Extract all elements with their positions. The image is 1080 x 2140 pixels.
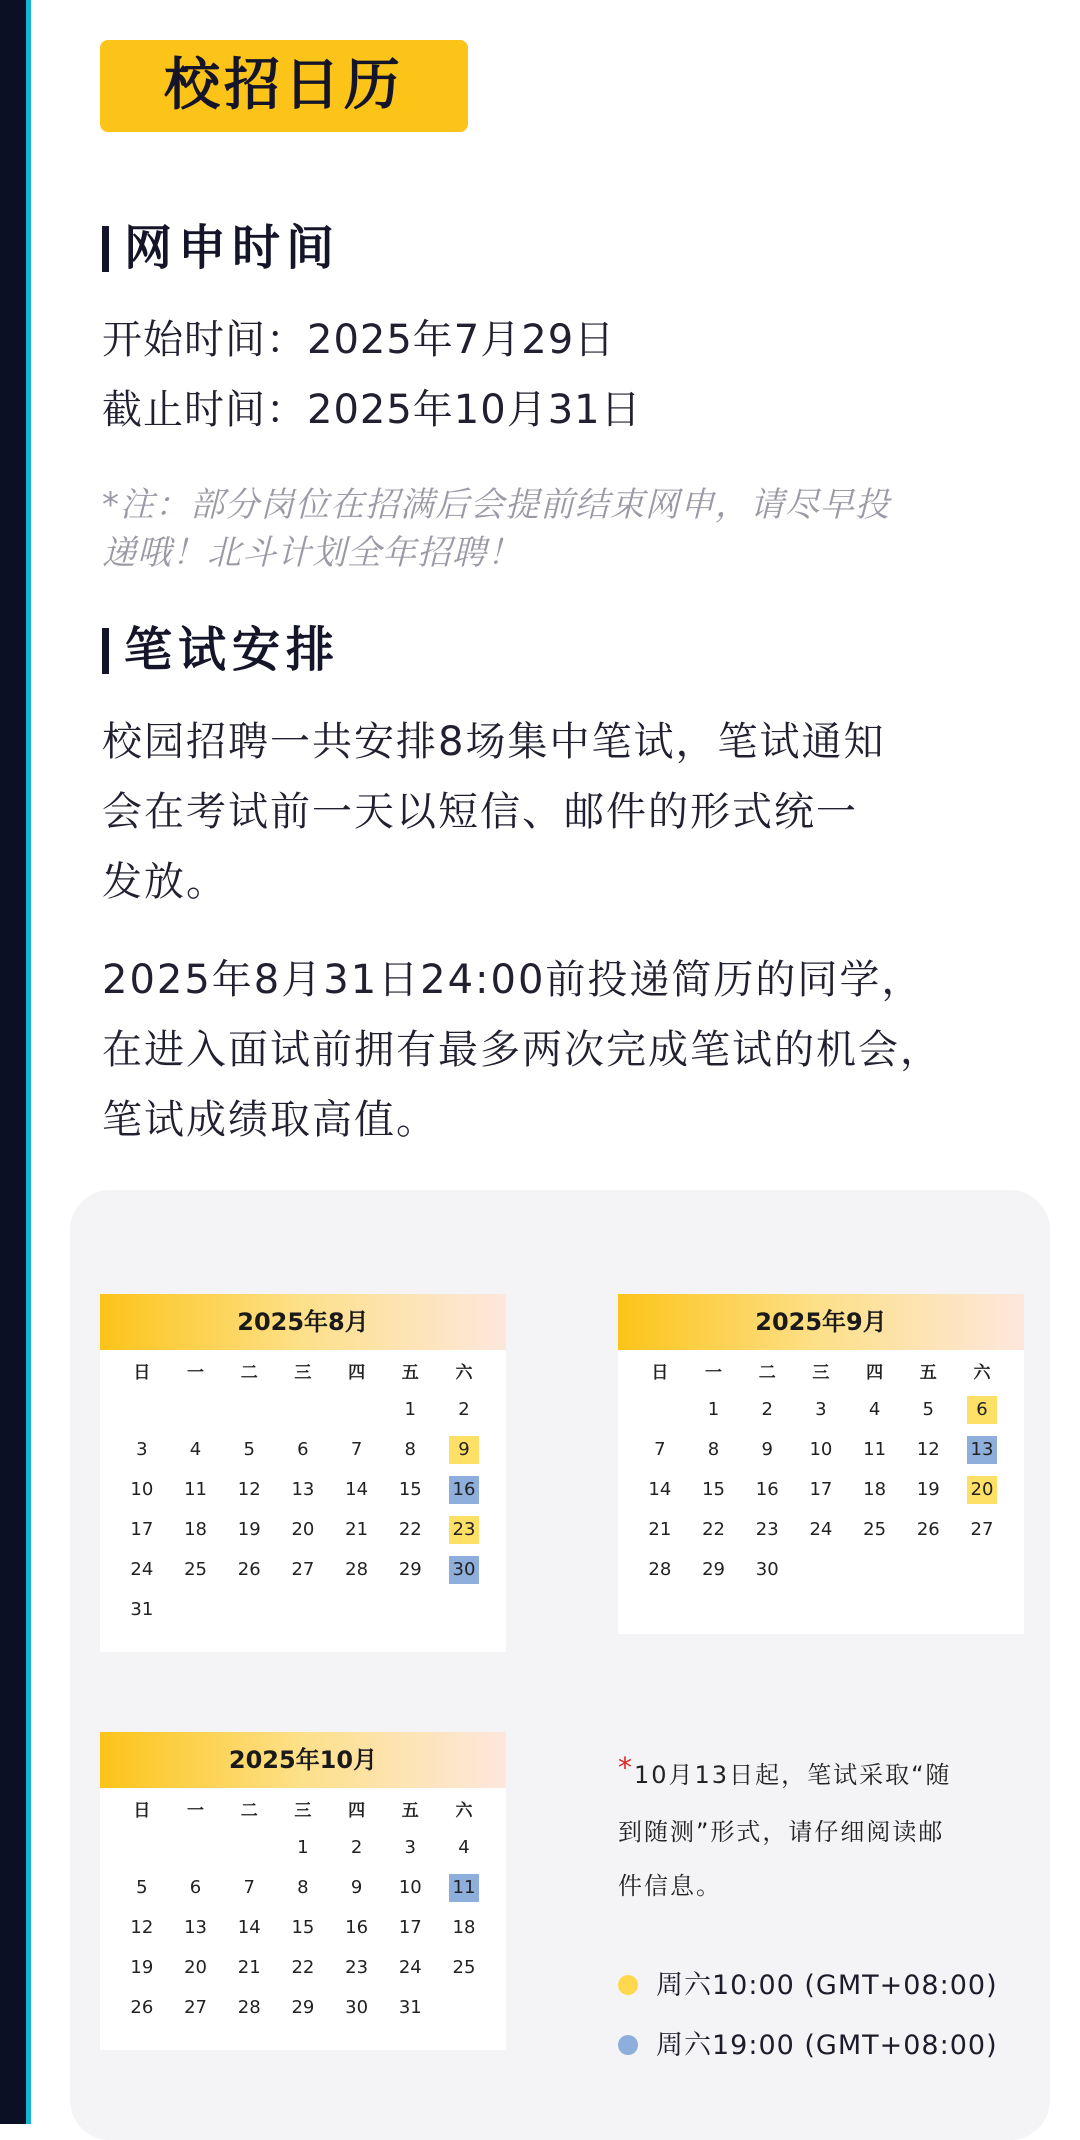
week-row xyxy=(100,1868,506,1908)
calendar-day xyxy=(955,1470,1009,1510)
exam-paragraph-line: 笔试成绩取高值。 xyxy=(102,1097,438,1143)
calendar-empty-cell xyxy=(115,1390,169,1430)
calendar-day xyxy=(169,1988,223,2028)
calendar-october xyxy=(100,1732,506,2050)
day-number: 26 xyxy=(130,1997,154,2018)
weekday-label: 日 xyxy=(651,1362,669,1383)
calendar-day xyxy=(633,1470,687,1510)
yellow-dot-icon xyxy=(618,1975,638,1995)
calendar-day xyxy=(383,1510,437,1550)
calendar-day xyxy=(222,1430,276,1470)
day-number: 7 xyxy=(243,1877,255,1898)
day-number: 3 xyxy=(136,1439,148,1460)
calendar-day xyxy=(687,1430,741,1470)
calendar-day xyxy=(633,1550,687,1590)
calendar-day xyxy=(276,1908,330,1948)
day-number: 4 xyxy=(868,1399,881,1420)
day-number: 1 xyxy=(297,1837,309,1858)
weekday-label: 一 xyxy=(187,1362,205,1383)
week-row xyxy=(100,1430,506,1470)
day-number: 5 xyxy=(243,1439,255,1460)
calendar-day xyxy=(276,1470,330,1510)
calendar-day xyxy=(330,1948,384,1988)
calendar-empty-cell xyxy=(169,1390,223,1430)
day-number: 31 xyxy=(130,1599,154,1620)
calendar-day xyxy=(222,1948,276,1988)
day-number: 2 xyxy=(350,1837,363,1858)
calendar-august xyxy=(100,1294,506,1652)
calendar-day xyxy=(276,1868,330,1908)
day-number: 10 xyxy=(398,1877,422,1898)
week-row xyxy=(618,1510,1024,1550)
calendar-day xyxy=(330,1550,384,1590)
weekday-label: 一 xyxy=(187,1800,205,1821)
calendar-empty-cell xyxy=(276,1590,330,1630)
weekday-label: 五 xyxy=(919,1362,937,1383)
day-number: 3 xyxy=(815,1399,827,1420)
day-number: 30 xyxy=(449,1556,479,1584)
day-number: 31 xyxy=(398,1997,422,2018)
week-row xyxy=(100,1510,506,1550)
day-number: 29 xyxy=(291,1997,315,2018)
calendar-day xyxy=(687,1470,741,1510)
calendar-day xyxy=(330,1868,384,1908)
side-note-line: 到随测”形式，请仔细阅读邮 xyxy=(618,1818,945,1846)
day-number: 6 xyxy=(297,1439,309,1460)
calendar-day xyxy=(169,1868,223,1908)
exam-paragraph-line: 会在考试前一天以短信、邮件的形式统一 xyxy=(102,789,858,835)
day-number: 19 xyxy=(237,1519,261,1540)
calendar-day xyxy=(115,1988,169,2028)
calendar-day xyxy=(330,1828,384,1868)
calendar-day xyxy=(115,1590,169,1630)
week-row xyxy=(100,1828,506,1868)
red-star-icon: * xyxy=(618,1751,634,1784)
calendar-day xyxy=(848,1510,902,1550)
apply-note-line: *注：部分岗位在招满后会提前结束网申，请尽早投 xyxy=(102,485,890,525)
weekday-label: 日 xyxy=(133,1362,151,1383)
day-number: 14 xyxy=(237,1917,261,1938)
calendar-day xyxy=(437,1828,491,1868)
day-number: 13 xyxy=(184,1917,207,1938)
week-row xyxy=(100,1988,506,2028)
day-number: 21 xyxy=(237,1957,261,1978)
calendar-day xyxy=(276,1988,330,2028)
calendar-day xyxy=(437,1868,491,1908)
calendar-day xyxy=(687,1550,741,1590)
weekday-label: 五 xyxy=(401,1362,419,1383)
calendar-day xyxy=(169,1948,223,1988)
calendar-empty-cell xyxy=(222,1828,276,1868)
apply-end-time: 截止时间：2025年10月31日 xyxy=(102,387,642,433)
day-number: 16 xyxy=(449,1476,479,1504)
day-number: 24 xyxy=(130,1559,154,1580)
day-number: 8 xyxy=(297,1877,309,1898)
weekday-label: 三 xyxy=(294,1800,312,1821)
left-edge-accent xyxy=(26,0,31,2124)
weekday-label: 四 xyxy=(348,1800,366,1821)
calendar-day xyxy=(383,1868,437,1908)
calendar-empty-cell xyxy=(330,1590,384,1630)
day-number: 2 xyxy=(761,1399,773,1420)
calendar-day xyxy=(437,1470,491,1510)
calendar-day xyxy=(222,1510,276,1550)
exam-heading: 笔试安排 xyxy=(102,620,340,680)
day-number: 25 xyxy=(184,1559,207,1580)
weekday-row xyxy=(100,1788,506,1828)
day-number: 22 xyxy=(702,1519,725,1540)
day-number: 16 xyxy=(345,1917,369,1938)
weekday-label: 六 xyxy=(455,1362,473,1383)
day-number: 27 xyxy=(184,1997,207,2018)
weekday-label: 六 xyxy=(973,1362,991,1383)
calendar-day xyxy=(687,1510,741,1550)
legend-label: 周六19:00 (GMT+08:00) xyxy=(656,2030,998,2061)
side-note-text: 10月13日起，笔试采取“随 xyxy=(634,1761,952,1789)
calendar-day xyxy=(276,1510,330,1550)
day-number: 18 xyxy=(863,1479,887,1500)
calendar-empty-cell xyxy=(901,1550,955,1590)
weekday-row xyxy=(100,1350,506,1390)
legend-item-morning xyxy=(618,1966,998,2006)
calendar-day xyxy=(383,1948,437,1988)
weekday-row xyxy=(618,1350,1024,1390)
calendar-day xyxy=(383,1828,437,1868)
day-number: 19 xyxy=(916,1479,940,1500)
exam-paragraph-line: 校园招聘一共安排8场集中笔试，笔试通知 xyxy=(102,719,886,765)
weekday-label: 日 xyxy=(133,1800,151,1821)
day-number: 24 xyxy=(809,1519,833,1540)
calendar-day xyxy=(848,1430,902,1470)
calendar-padding xyxy=(100,2028,506,2050)
calendar-day xyxy=(955,1430,1009,1470)
calendar-day xyxy=(115,1430,169,1470)
day-number: 1 xyxy=(404,1399,416,1420)
day-number: 15 xyxy=(398,1479,422,1500)
exam-paragraph-line: 2025年8月31日24:00前投递简历的同学， xyxy=(102,957,924,1003)
day-number: 27 xyxy=(291,1559,315,1580)
calendar-empty-cell xyxy=(955,1550,1009,1590)
calendar-day xyxy=(740,1550,794,1590)
calendar-day xyxy=(115,1550,169,1590)
day-number: 25 xyxy=(452,1957,476,1978)
calendar-day xyxy=(437,1430,491,1470)
calendar-title: 2025年10月 xyxy=(100,1732,506,1788)
weekday-label: 二 xyxy=(758,1362,776,1383)
calendar-day xyxy=(222,1470,276,1510)
day-number: 10 xyxy=(809,1439,833,1460)
calendar-day xyxy=(330,1430,384,1470)
calendar-day xyxy=(383,1908,437,1948)
calendar-empty-cell xyxy=(383,1590,437,1630)
calendar-day xyxy=(330,1988,384,2028)
calendar-day xyxy=(955,1390,1009,1430)
calendar-day xyxy=(169,1470,223,1510)
day-number: 2 xyxy=(458,1399,470,1420)
day-number: 20 xyxy=(184,1957,207,1978)
day-number: 25 xyxy=(863,1519,887,1540)
day-number: 4 xyxy=(189,1439,202,1460)
day-number: 22 xyxy=(291,1957,315,1978)
day-number: 24 xyxy=(398,1957,422,1978)
day-number: 16 xyxy=(755,1479,779,1500)
calendar-day xyxy=(222,1868,276,1908)
calendar-day xyxy=(794,1390,848,1430)
calendar-day xyxy=(633,1430,687,1470)
calendar-day xyxy=(383,1988,437,2028)
week-row xyxy=(618,1430,1024,1470)
day-number: 17 xyxy=(398,1917,422,1938)
calendar-day xyxy=(222,1988,276,2028)
calendar-day xyxy=(330,1908,384,1948)
day-number: 9 xyxy=(761,1439,773,1460)
calendar-day xyxy=(169,1510,223,1550)
week-row xyxy=(100,1908,506,1948)
calendar-day xyxy=(115,1948,169,1988)
day-number: 7 xyxy=(654,1439,666,1460)
day-number: 10 xyxy=(130,1479,154,1500)
day-number: 8 xyxy=(707,1439,720,1460)
legend-label: 周六10:00 (GMT+08:00) xyxy=(656,1970,998,2001)
calendar-padding xyxy=(100,1630,506,1652)
day-number: 15 xyxy=(702,1479,725,1500)
day-number: 20 xyxy=(967,1476,997,1504)
day-number: 11 xyxy=(863,1439,887,1460)
day-number: 9 xyxy=(449,1436,479,1464)
day-number: 1 xyxy=(707,1399,720,1420)
day-number: 14 xyxy=(648,1479,672,1500)
calendar-empty-cell xyxy=(633,1390,687,1430)
day-number: 28 xyxy=(237,1997,261,2018)
day-number: 14 xyxy=(345,1479,369,1500)
calendar-day xyxy=(276,1430,330,1470)
calendar-empty-cell xyxy=(437,1988,491,2028)
week-row xyxy=(100,1948,506,1988)
calendar-empty-cell xyxy=(115,1828,169,1868)
calendar-empty-cell xyxy=(276,1390,330,1430)
calendar-day xyxy=(633,1510,687,1550)
day-number: 17 xyxy=(809,1479,833,1500)
weekday-label: 一 xyxy=(705,1362,723,1383)
day-number: 20 xyxy=(291,1519,315,1540)
week-row xyxy=(100,1550,506,1590)
day-number: 9 xyxy=(350,1877,363,1898)
weekday-label: 四 xyxy=(866,1362,884,1383)
week-row xyxy=(100,1590,506,1630)
apply-start-time: 开始时间：2025年7月29日 xyxy=(102,317,616,363)
calendar-day xyxy=(330,1510,384,1550)
calendar-empty-cell xyxy=(848,1550,902,1590)
day-number: 12 xyxy=(130,1917,154,1938)
side-note-line: 件信息。 xyxy=(618,1872,722,1900)
calendar-day xyxy=(383,1470,437,1510)
calendar-day xyxy=(687,1390,741,1430)
legend-item-evening xyxy=(618,2026,998,2066)
day-number: 21 xyxy=(345,1519,369,1540)
calendar-day xyxy=(437,1948,491,1988)
calendar-day xyxy=(222,1908,276,1948)
blue-dot-icon xyxy=(618,2035,638,2055)
day-number: 23 xyxy=(449,1516,479,1544)
day-number: 13 xyxy=(967,1436,997,1464)
day-number: 23 xyxy=(345,1957,369,1978)
calendar-day xyxy=(437,1390,491,1430)
calendar-day xyxy=(169,1550,223,1590)
week-row xyxy=(618,1390,1024,1430)
day-number: 7 xyxy=(350,1439,363,1460)
calendar-day xyxy=(169,1908,223,1948)
day-number: 28 xyxy=(345,1559,369,1580)
day-number: 12 xyxy=(237,1479,261,1500)
calendar-empty-cell xyxy=(330,1390,384,1430)
weekday-label: 二 xyxy=(240,1362,258,1383)
day-number: 4 xyxy=(458,1837,470,1858)
day-number: 6 xyxy=(967,1396,997,1424)
side-note-line xyxy=(618,1748,952,1801)
calendar-day xyxy=(901,1510,955,1550)
calendar-day xyxy=(740,1430,794,1470)
exam-paragraph-line: 在进入面试前拥有最多两次完成笔试的机会， xyxy=(102,1027,942,1073)
calendar-day xyxy=(115,1868,169,1908)
day-number: 11 xyxy=(449,1874,479,1902)
calendar-day xyxy=(437,1510,491,1550)
day-number: 5 xyxy=(136,1877,148,1898)
day-number: 30 xyxy=(755,1559,779,1580)
calendar-day xyxy=(794,1510,848,1550)
day-number: 18 xyxy=(184,1519,207,1540)
weekday-label: 四 xyxy=(348,1362,366,1383)
calendar-padding xyxy=(618,1590,1024,1634)
day-number: 17 xyxy=(130,1519,154,1540)
calendar-day xyxy=(848,1390,902,1430)
weekday-label: 六 xyxy=(455,1800,473,1821)
calendar-day xyxy=(169,1430,223,1470)
calendar-day xyxy=(276,1948,330,1988)
week-row xyxy=(618,1550,1024,1590)
calendar-empty-cell xyxy=(222,1590,276,1630)
day-number: 3 xyxy=(404,1837,416,1858)
calendar-empty-cell xyxy=(794,1550,848,1590)
calendar-september xyxy=(618,1294,1024,1634)
calendar-day xyxy=(276,1550,330,1590)
calendar-day xyxy=(330,1470,384,1510)
weekday-label: 三 xyxy=(812,1362,830,1383)
calendar-day xyxy=(901,1470,955,1510)
weekday-label: 二 xyxy=(240,1800,258,1821)
day-number: 13 xyxy=(291,1479,315,1500)
apply-heading: 网申时间 xyxy=(102,218,340,278)
calendar-day xyxy=(740,1510,794,1550)
calendar-day xyxy=(794,1430,848,1470)
calendar-day xyxy=(115,1908,169,1948)
day-number: 19 xyxy=(130,1957,154,1978)
day-number: 21 xyxy=(648,1519,672,1540)
day-number: 15 xyxy=(291,1917,315,1938)
calendar-day xyxy=(222,1550,276,1590)
day-number: 30 xyxy=(345,1997,369,2018)
calendar-day xyxy=(848,1470,902,1510)
day-number: 11 xyxy=(184,1479,207,1500)
calendar-day xyxy=(437,1908,491,1948)
calendar-empty-cell xyxy=(222,1390,276,1430)
day-number: 8 xyxy=(404,1439,416,1460)
calendar-day xyxy=(955,1510,1009,1550)
left-edge-bar xyxy=(0,0,26,2124)
day-number: 12 xyxy=(916,1439,940,1460)
calendar-empty-cell xyxy=(169,1590,223,1630)
calendar-day xyxy=(437,1550,491,1590)
apply-note-line: 递哦！北斗计划全年招聘！ xyxy=(102,533,522,573)
day-number: 6 xyxy=(189,1877,202,1898)
calendar-day xyxy=(794,1470,848,1510)
day-number: 27 xyxy=(970,1519,994,1540)
day-number: 23 xyxy=(755,1519,779,1540)
calendar-day xyxy=(276,1828,330,1868)
calendar-title: 2025年9月 xyxy=(618,1294,1024,1350)
day-number: 26 xyxy=(916,1519,940,1540)
calendar-day xyxy=(740,1470,794,1510)
day-number: 22 xyxy=(398,1519,422,1540)
exam-paragraph-line: 发放。 xyxy=(102,859,228,905)
day-number: 29 xyxy=(702,1559,725,1580)
week-row xyxy=(100,1470,506,1510)
calendar-day xyxy=(383,1390,437,1430)
week-row xyxy=(100,1390,506,1430)
calendar-day xyxy=(901,1430,955,1470)
calendar-empty-cell xyxy=(437,1590,491,1630)
day-number: 28 xyxy=(648,1559,672,1580)
day-number: 26 xyxy=(237,1559,261,1580)
week-row xyxy=(618,1470,1024,1510)
calendar-empty-cell xyxy=(169,1828,223,1868)
calendar-day xyxy=(901,1390,955,1430)
weekday-label: 三 xyxy=(294,1362,312,1383)
day-number: 5 xyxy=(922,1399,934,1420)
calendar-day xyxy=(383,1550,437,1590)
weekday-label: 五 xyxy=(401,1800,419,1821)
calendar-day xyxy=(383,1430,437,1470)
calendar-day xyxy=(115,1470,169,1510)
calendar-day xyxy=(740,1390,794,1430)
day-number: 29 xyxy=(398,1559,422,1580)
calendar-day xyxy=(115,1510,169,1550)
calendar-title: 2025年8月 xyxy=(100,1294,506,1350)
page-title: 校招日历 xyxy=(100,40,468,132)
day-number: 18 xyxy=(452,1917,476,1938)
